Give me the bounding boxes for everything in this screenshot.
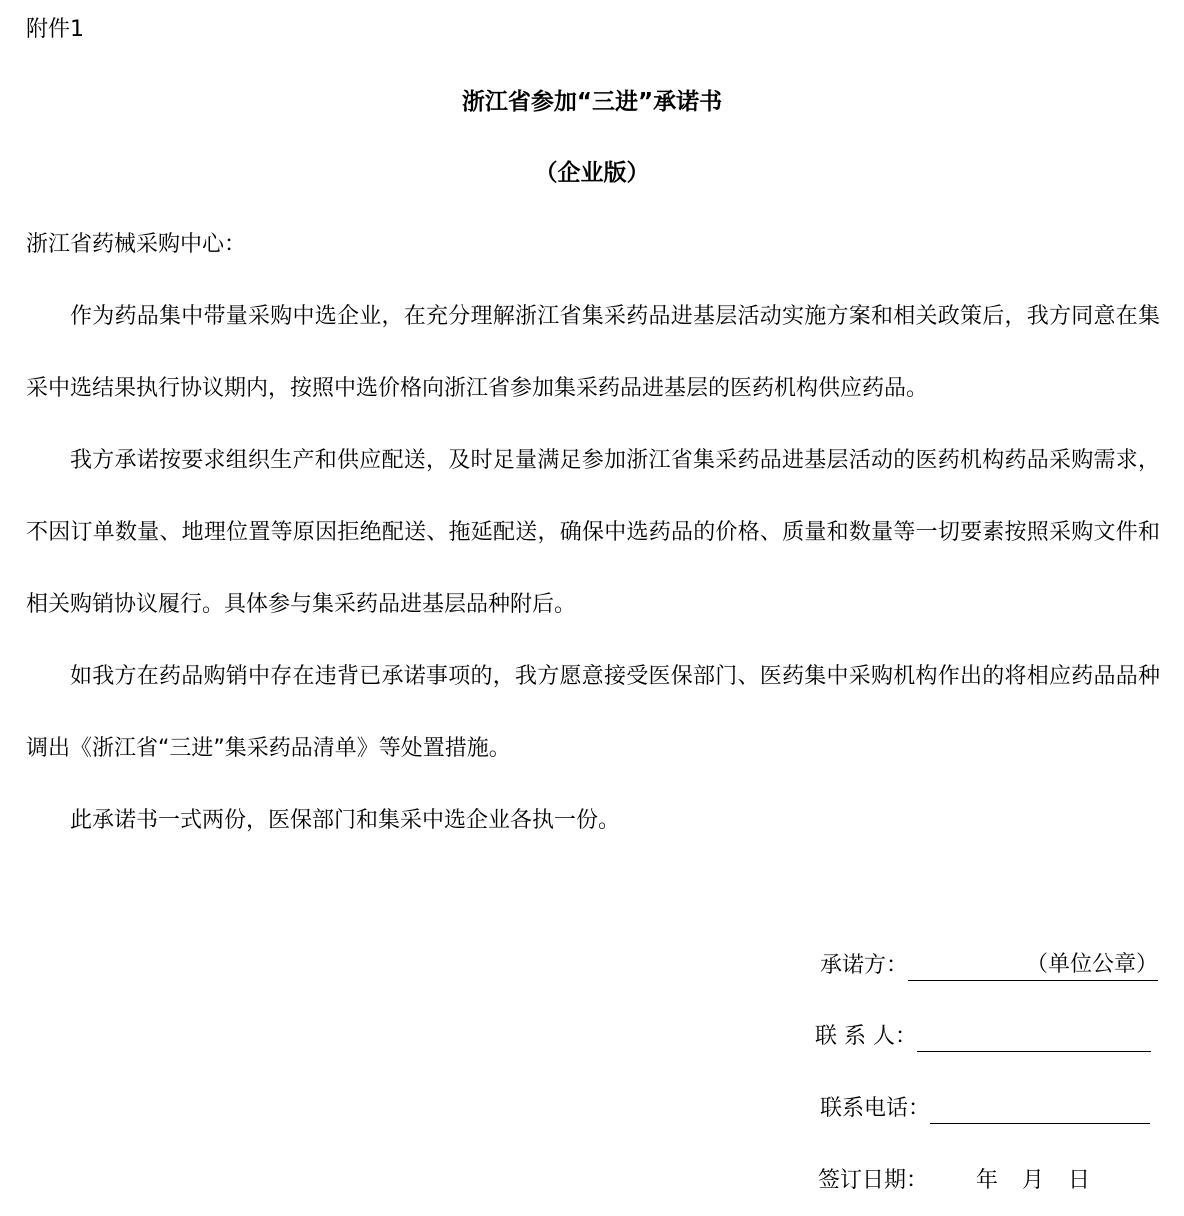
- promisor-blank[interactable]: [908, 954, 1008, 981]
- phone-row: [820, 1094, 1150, 1124]
- day-label: 日: [1068, 1168, 1091, 1193]
- document-body: [26, 281, 1160, 857]
- date-row: [818, 1166, 1090, 1196]
- contact-row: [815, 1022, 1151, 1052]
- promisor-label: 承诺方：: [820, 953, 909, 978]
- document-title: 浙江省参加“三进”承诺书: [461, 89, 723, 115]
- month-label: 月: [1022, 1168, 1045, 1193]
- document-subtitle: （企业版）: [534, 160, 650, 186]
- phone-label: 联系电话：: [820, 1096, 931, 1121]
- paragraph-delivery-commitment: 我方承诺按要求组织生产和供应配送，及时足量满足参加浙江省集采药品进基层活动的医药机构药品采购需求，不因订单数量、地理位置等原因拒绝配送、拖延配送，确保中选药品的价格、质量和数量等一切要素按照采购文件和相关购销协议履行。具体参与集采药品进基层品种附后。: [26, 448, 1160, 617]
- addressee: 浙江省药械采购中心：: [26, 232, 247, 257]
- paragraph-supply-agreement: 作为药品集中带量采购中选企业，在充分理解浙江省集采药品进基层活动实施方案和相关政策后，我方同意在集采中选结果执行协议期内，按照中选价格向浙江省参加集采药品进基层的医药机构供应药品。: [26, 304, 1160, 401]
- phone-blank[interactable]: [930, 1097, 1150, 1124]
- date-label: 签订日期：: [818, 1168, 929, 1193]
- seal-note: （单位公章）: [1008, 950, 1158, 981]
- contact-blank[interactable]: [917, 1025, 1151, 1052]
- promisor-row: [820, 950, 1158, 981]
- paragraph-violation-penalty: 如我方在药品购销中存在违背已承诺事项的，我方愿意接受医保部门、医药集中采购机构作出的将相应药品品种调出《浙江省“三进”集采药品清单》等处置措施。: [26, 664, 1160, 761]
- paragraph-copies: 此承诺书一式两份，医保部门和集采中选企业各执一份。: [70, 808, 621, 833]
- attachment-label: 附件1: [26, 17, 84, 42]
- contact-label: 联 系 人：: [815, 1024, 917, 1049]
- year-label: 年: [976, 1168, 999, 1193]
